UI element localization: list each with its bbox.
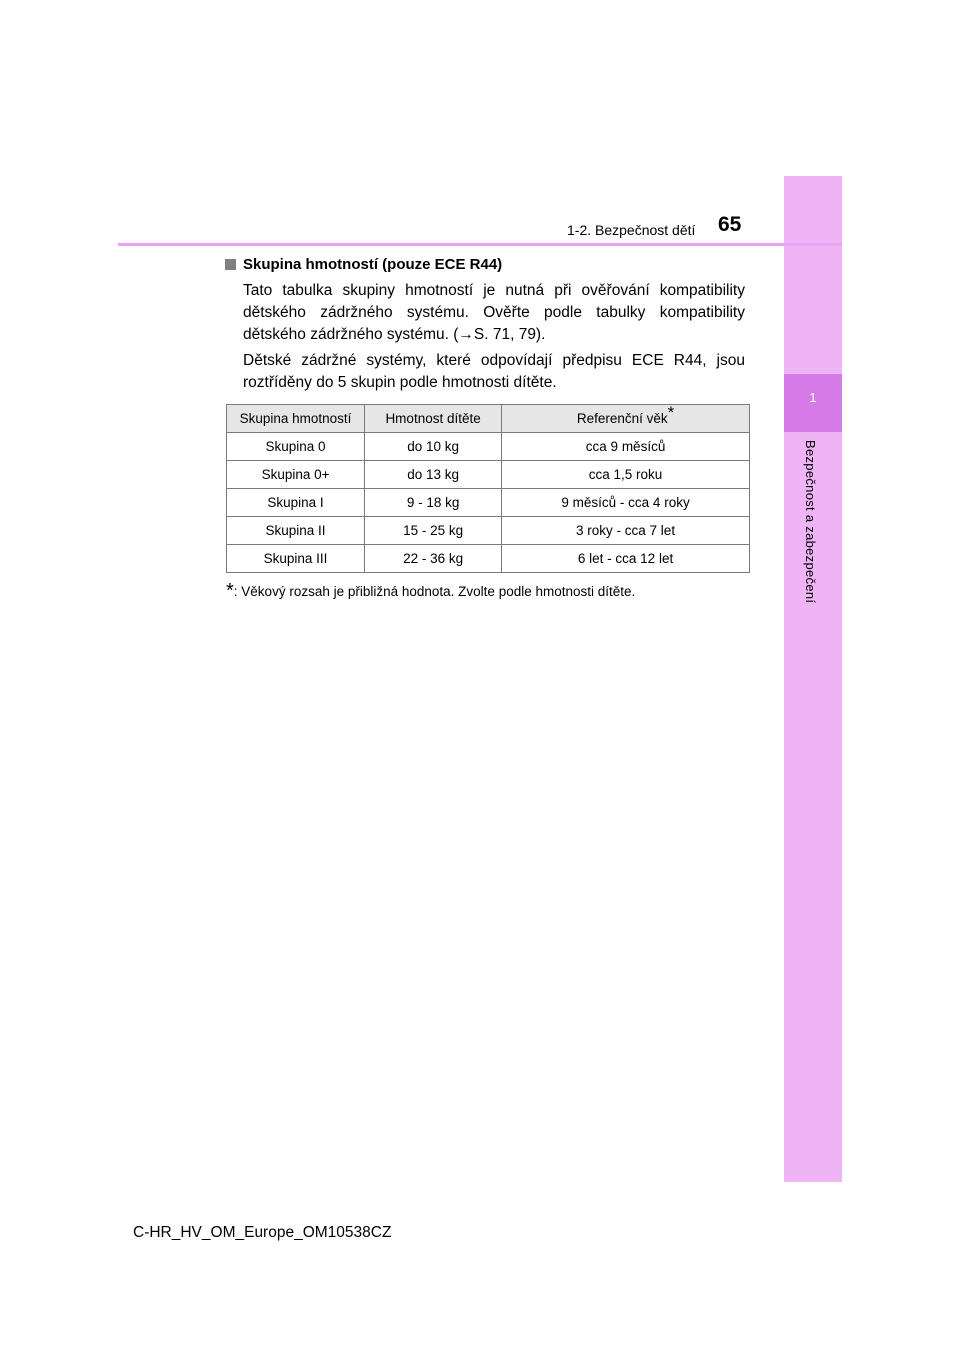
footnote-text: : Věkový rozsah je přibližná hodnota. Zvolte podle hmotnosti dítěte. — [233, 584, 636, 599]
table-cell: Skupina III — [227, 545, 365, 573]
table-cell: 3 roky - cca 7 let — [502, 517, 750, 545]
header-weight-group: Skupina hmotností — [227, 405, 365, 433]
subsection-heading-text: Skupina hmotností (pouze ECE R44) — [243, 256, 503, 273]
table-cell: 9 - 18 kg — [365, 489, 502, 517]
table-cell: Skupina 0+ — [227, 461, 365, 489]
table-cell: cca 1,5 roku — [502, 461, 750, 489]
table-header-row — [227, 405, 750, 433]
subsection-heading — [225, 256, 502, 273]
header-divider — [118, 243, 842, 246]
page-number: 65 — [718, 213, 742, 236]
footnote — [226, 580, 635, 603]
table-cell: 6 let - cca 12 let — [502, 545, 750, 573]
header-reference-age-text: Referenční věk — [576, 411, 668, 426]
table-cell: Skupina I — [227, 489, 365, 517]
weight-group-table — [226, 404, 750, 573]
table-cell: 9 měsíců - cca 4 roky — [502, 489, 750, 517]
section-title: 1-2. Bezpečnost dětí — [567, 222, 696, 238]
chapter-number: 1 — [809, 390, 817, 405]
paragraph-compatibility: Tato tabulka skupiny hmotností je nutná při ověřování kompatibility dětského zádržného systému. Ověřte podle tabulky kompatibility dětského zádržného systému. (→S. 71, 79). — [243, 282, 745, 343]
header-reference-age — [502, 405, 750, 433]
table-cell: Skupina 0 — [227, 433, 365, 461]
square-bullet-icon — [225, 259, 236, 270]
table-cell: do 10 kg — [365, 433, 502, 461]
asterisk-mark: * — [667, 403, 675, 422]
table-row — [227, 517, 750, 545]
table-row — [227, 461, 750, 489]
table-row — [227, 489, 750, 517]
paragraph-groups: Dětské zádržné systémy, které odpovídají předpisu ECE R44, jsou roztříděny do 5 skupin podle hmotnosti dítěte. — [243, 352, 745, 391]
table-cell: 22 - 36 kg — [365, 545, 502, 573]
table-cell: Skupina II — [227, 517, 365, 545]
footnote-asterisk: * — [226, 580, 234, 602]
table-row — [227, 545, 750, 573]
table-cell: cca 9 měsíců — [502, 433, 750, 461]
document-id: C-HR_HV_OM_Europe_OM10538CZ — [133, 1224, 392, 1241]
table-cell: 15 - 25 kg — [365, 517, 502, 545]
header-child-weight: Hmotnost dítěte — [365, 405, 502, 433]
table-cell: do 13 kg — [365, 461, 502, 489]
chapter-title: Bezpečnost a zabezpečení — [803, 440, 818, 604]
table-row — [227, 433, 750, 461]
